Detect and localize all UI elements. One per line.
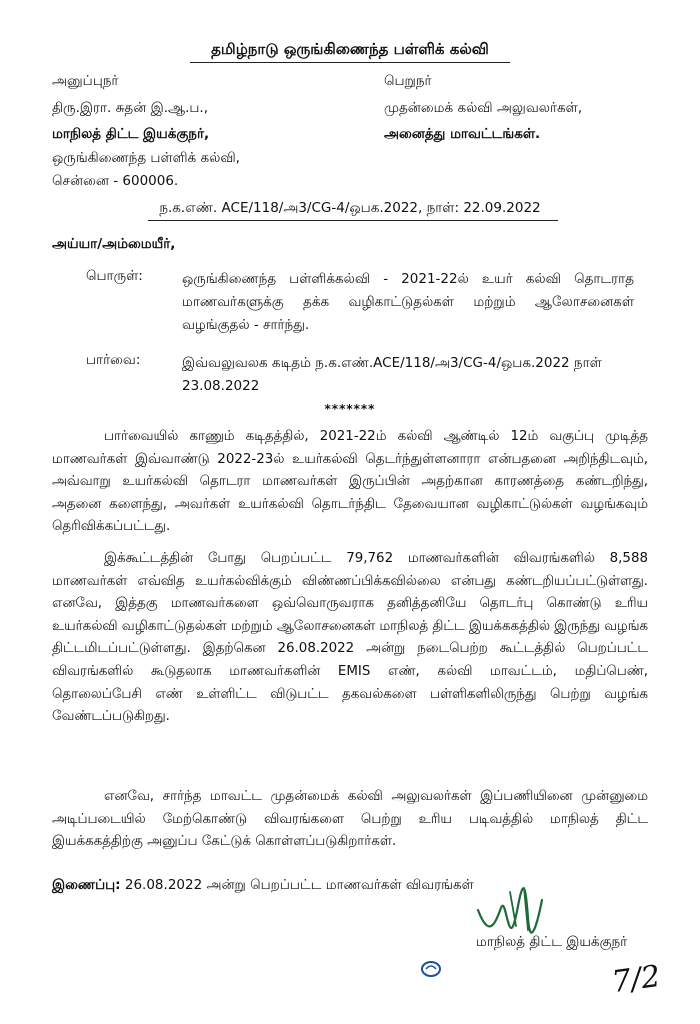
body-paragraph-1-text: பார்வையில் காணும் கடிதத்தில், 2021-22ம் கல்வி ஆண்டில் 12ம் வகுப்பு முடித்த மாணவர்கள் இவ்வாண்டு 2022-23ல் உயர்கல்வி தெடர்ந்துள்ளனாரா என்பதனை அறிந்திடவும், அவ்வாறு உயர்கல்வி தொடரா மாணவர்கள் இருப்பின் அதற்கான காரணத்தை கண்டறிந்து, அதனை களைந்து, அவர்கள் உயர்கல்வி தொடர்ந்திட தேவையான வழிகாட்டுல்கள் வழங்கவும் தெரிவிக்கப்பட்டது. <box>52 429 648 535</box>
handwritten-page-mark: 7/2 <box>609 958 663 1001</box>
reference-text: இவ்வலுவலக கடிதம் ந.க.எண்.ACE/118/அ3/CG-4/ஒபக.2022 நாள் 23.08.2022 <box>182 355 602 394</box>
title-underline <box>190 62 510 63</box>
enclosure-label: இணைப்பு: <box>52 877 121 893</box>
sender-name: திரு.இரா. சுதன் இ.ஆ.ப., <box>52 100 209 116</box>
sender-designation: மாநிலத் திட்ட இயக்குநர், <box>52 126 210 142</box>
sender-department: ஒருங்கிணைந்த பள்ளிக் கல்வி, <box>52 150 240 166</box>
reference-number: ந.க.எண். ACE/118/அ3/CG-4/ஒபக.2022, நாள்: 22.09.2022 <box>159 200 541 216</box>
sender-city: சென்னை - 600006. <box>52 173 179 189</box>
letter-title: தமிழ்நாடு ஒருங்கிணைந்த பள்ளிக் கல்வி <box>211 40 489 58</box>
reference-number-underline <box>148 220 558 221</box>
enclosure <box>52 877 474 895</box>
salutation: அய்யா/அம்மையீர், <box>52 236 176 252</box>
enclosure-text: 26.08.2022 அன்று பெறப்பட்ட மாணவர்கள் விவரங்கள் <box>124 877 474 893</box>
body-paragraph-2 <box>52 548 648 729</box>
sender-label: அனுப்புநர் <box>52 73 119 89</box>
seal-mark <box>420 960 442 978</box>
recipient-line2: அனைத்து மாவட்டங்கள். <box>384 126 541 142</box>
body-paragraph-1 <box>52 426 648 539</box>
recipient-line1: முதன்மைக் கல்வி அலுவலர்கள், <box>384 100 583 116</box>
subject-text: ஒருங்கிணைந்த பள்ளிக்கல்வி - 2021-22ல் உயர் கல்வி தொடராத மாணவர்களுக்கு தக்க வழிகாட்டுதல்கள் மற்றும் ஆலோசனைகள் வழங்குதல் - சார்ந்து. <box>182 271 634 333</box>
subject-label: பொருள்: <box>86 268 143 284</box>
reference-label: பார்வை: <box>86 352 141 368</box>
signatory-designation: மாநிலத் திட்ட இயக்குநர் <box>476 934 628 950</box>
body-paragraph-3 <box>52 786 648 854</box>
body-paragraph-3-text: எனவே, சார்ந்த மாவட்ட முதன்மைக் கல்வி அலுவலர்கள் இப்பணியினை முன்னுமை அடிப்படையில் மேற்கொண்டு விவரங்களை பெற்று உரிய படிவத்தில் மாநிலத் திட்ட இயக்ககத்திற்கு அனுப்ப கேட்டுக் கொள்ளப்படுகிறார்கள். <box>52 789 648 850</box>
section-separator: ******* <box>324 402 376 416</box>
recipient-label: பெறுநர் <box>384 73 432 89</box>
body-paragraph-2-text: இக்கூட்டத்தின் போது பெறப்பட்ட 79,762 மாணவர்களின் விவரங்களில் 8,588 மாணவர்கள் எவ்வித உயர்கல்விக்கும் விண்ணப்பிக்கவில்லை என்பது கண்டறியப்பட்டுள்ளது. எனவே, இத்தகு மாணவர்களை ஒவ்வொருவராக தனித்தனியே தொடர்பு கொண்டு உரிய உயர்கல்வி வழிகாட்டுதல்கள் மற்றும் ஆலோசனைகள் மாநிலத் திட்ட இயக்ககத்தில் இருந்து வழங்க திட்டமிடப்பட்டுள்ளது. இதற்கென 26.08.2022 அன்று நடைபெற்ற கூட்டத்தில் பெறப்பட்ட விவரங்களில் கூடுதலாக மாணவர்களின் EMIS எண், கல்வி மாவட்டம், மதிப்பெண், தொலைப்பேசி எண் உள்ளிட்ட விடுபட்ட தகவல்களை பள்ளிகளிலிருந்து பெற்று வழங்க வேண்டப்படுகிறது. <box>52 551 648 725</box>
